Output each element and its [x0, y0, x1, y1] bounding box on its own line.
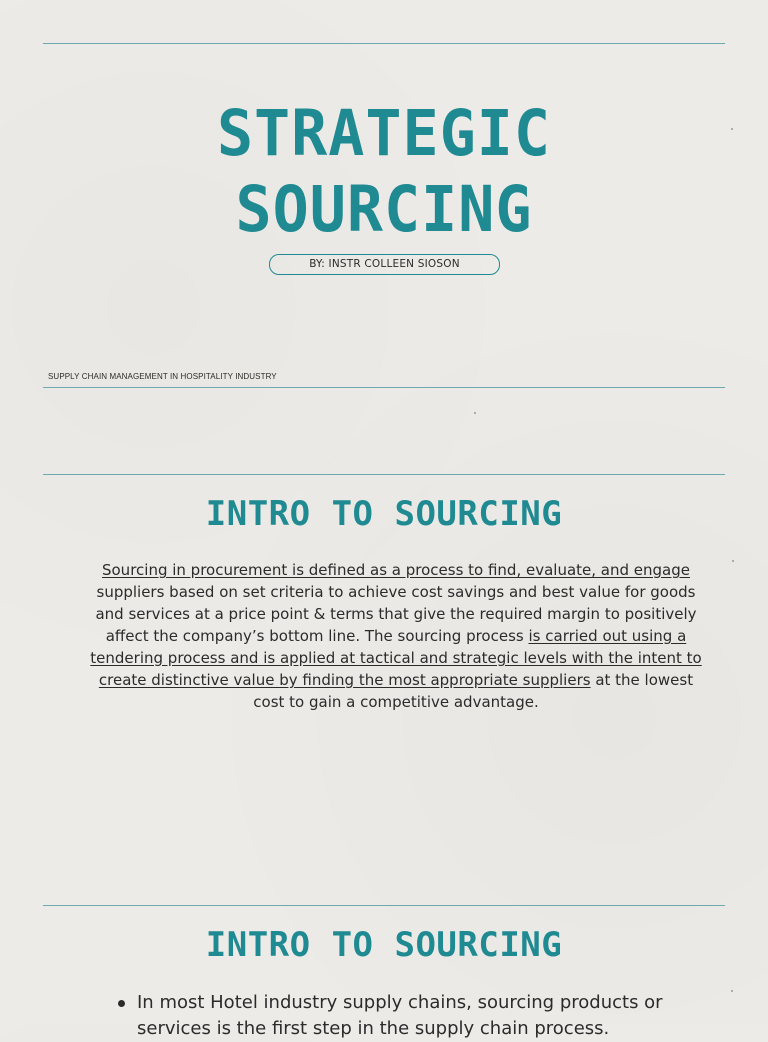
paper-speck	[474, 412, 476, 414]
underlined-definition: Sourcing in procurement is defined as a process to find, evaluate, and engage	[101, 561, 690, 579]
page-title	[0, 96, 768, 247]
intro-paragraph	[90, 559, 702, 713]
paper-speck	[732, 560, 734, 562]
paragraph-text-1: suppliers based on set criteria to achieve cost savings and best value for goods and services at a price point & terms that give the required margin to positively affect the company’s bottom line. The sourcing process	[95, 583, 697, 645]
paragraph-text-2: at the lowest cost to gain a competitive advantage.	[253, 671, 694, 711]
section1-top-divider	[43, 474, 725, 475]
list-item-text: In most Hotel industry supply chains, sourcing products or services is the first step in the supply chain process.	[137, 992, 663, 1039]
top-divider	[43, 43, 725, 44]
paper-speck	[731, 990, 733, 992]
section1-heading: INTRO TO SOURCING	[205, 494, 563, 534]
author-badge: BY: INSTR COLLEEN SIOSON	[269, 254, 500, 275]
section2-top-divider	[43, 905, 725, 906]
bullet-icon	[118, 1000, 125, 1007]
course-caption: SUPPLY CHAIN MANAGEMENT IN HOSPITALITY INDUSTRY	[48, 372, 277, 381]
underlined-process: is carried out using a tendering process and is applied at tactical and strategic levels with the intent to create distinctive value by finding the most appropriate suppliers	[90, 627, 702, 689]
bullet-list	[118, 990, 738, 1042]
title-line-1: STRATEGIC	[216, 97, 552, 171]
list-item	[118, 990, 738, 1042]
caption-divider	[43, 387, 725, 388]
paper-speck	[731, 128, 733, 130]
title-line-2: SOURCING	[235, 173, 533, 247]
section2-heading: INTRO TO SOURCING	[205, 925, 563, 965]
